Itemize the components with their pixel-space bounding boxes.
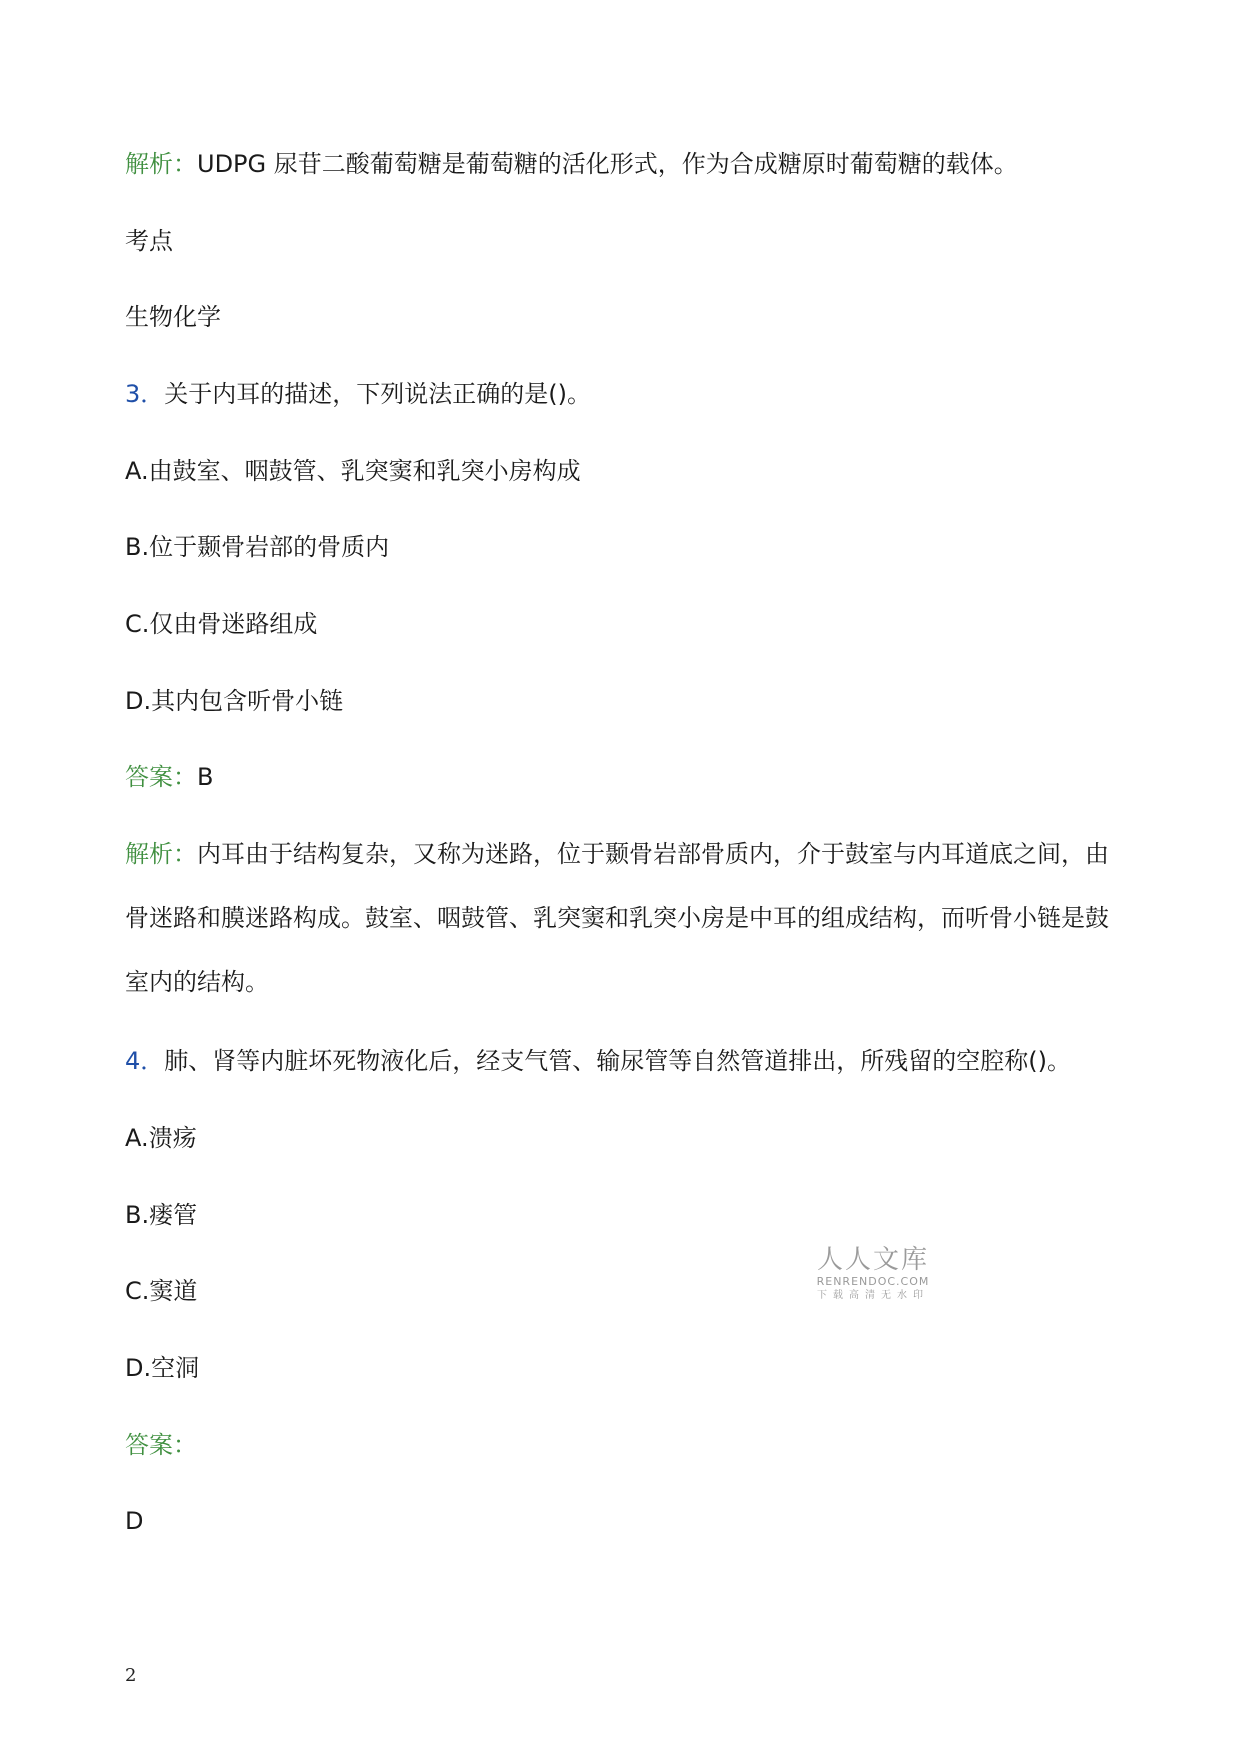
kaodian-value: 生物化学	[125, 303, 221, 331]
q4-answer-value: D	[125, 1507, 144, 1535]
question-number: 4．	[125, 1047, 165, 1075]
q3-option-b: B.位于颞骨岩部的骨质内	[125, 533, 390, 561]
watermark-url: RENRENDOC.COM	[816, 1275, 930, 1288]
q3-option-a: A.由鼓室、咽鼓管、乳突窦和乳突小房构成	[125, 457, 581, 485]
watermark-title: 人人文库	[816, 1245, 929, 1275]
analysis-text: 内耳由于结构复杂，又称为迷路，位于颞骨岩部骨质内，介于鼓室与内耳道底之间，由骨迷路和膜迷路构成。鼓室、咽鼓管、乳突窦和乳突小房是中耳的组成结构，而听骨小链是鼓室内的结构。	[125, 840, 1109, 996]
q4-option-d: D.空洞	[125, 1354, 200, 1382]
watermark-subtitle: 下载高清无水印	[817, 1290, 929, 1301]
q4-option-b: B.瘘管	[125, 1201, 198, 1229]
page-number: 2	[125, 1665, 137, 1686]
kaodian-label: 考点	[125, 227, 173, 255]
q4-option-a: A.溃疡	[125, 1124, 197, 1152]
answer-value: B	[197, 763, 214, 791]
question-text: 肺、肾等内脏坏死物液化后，经支气管、输尿管等自然管道排出，所残留的空腔称()。	[164, 1047, 1072, 1075]
analysis-label: 解析：	[125, 150, 197, 178]
q2-analysis	[125, 148, 1018, 180]
question-3-stem	[125, 378, 591, 410]
question-4-stem	[125, 1045, 1071, 1077]
analysis-label: 解析：	[125, 840, 197, 868]
q3-option-d: D.其内包含听骨小链	[125, 687, 344, 715]
question-number: 3．	[125, 380, 165, 408]
q4-option-c: C.窦道	[125, 1277, 198, 1305]
question-text: 关于内耳的描述，下列说法正确的是()。	[164, 380, 592, 408]
q3-answer	[125, 761, 213, 793]
watermark-logo	[808, 1245, 938, 1303]
q4-answer-label: 答案：	[125, 1431, 197, 1459]
analysis-text: UDPG 尿苷二酸葡萄糖是葡萄糖的活化形式，作为合成糖原时葡萄糖的载体。	[197, 150, 1018, 178]
q3-option-c: C.仅由骨迷路组成	[125, 610, 318, 638]
q3-analysis	[125, 822, 1125, 1014]
answer-label: 答案：	[125, 763, 197, 791]
